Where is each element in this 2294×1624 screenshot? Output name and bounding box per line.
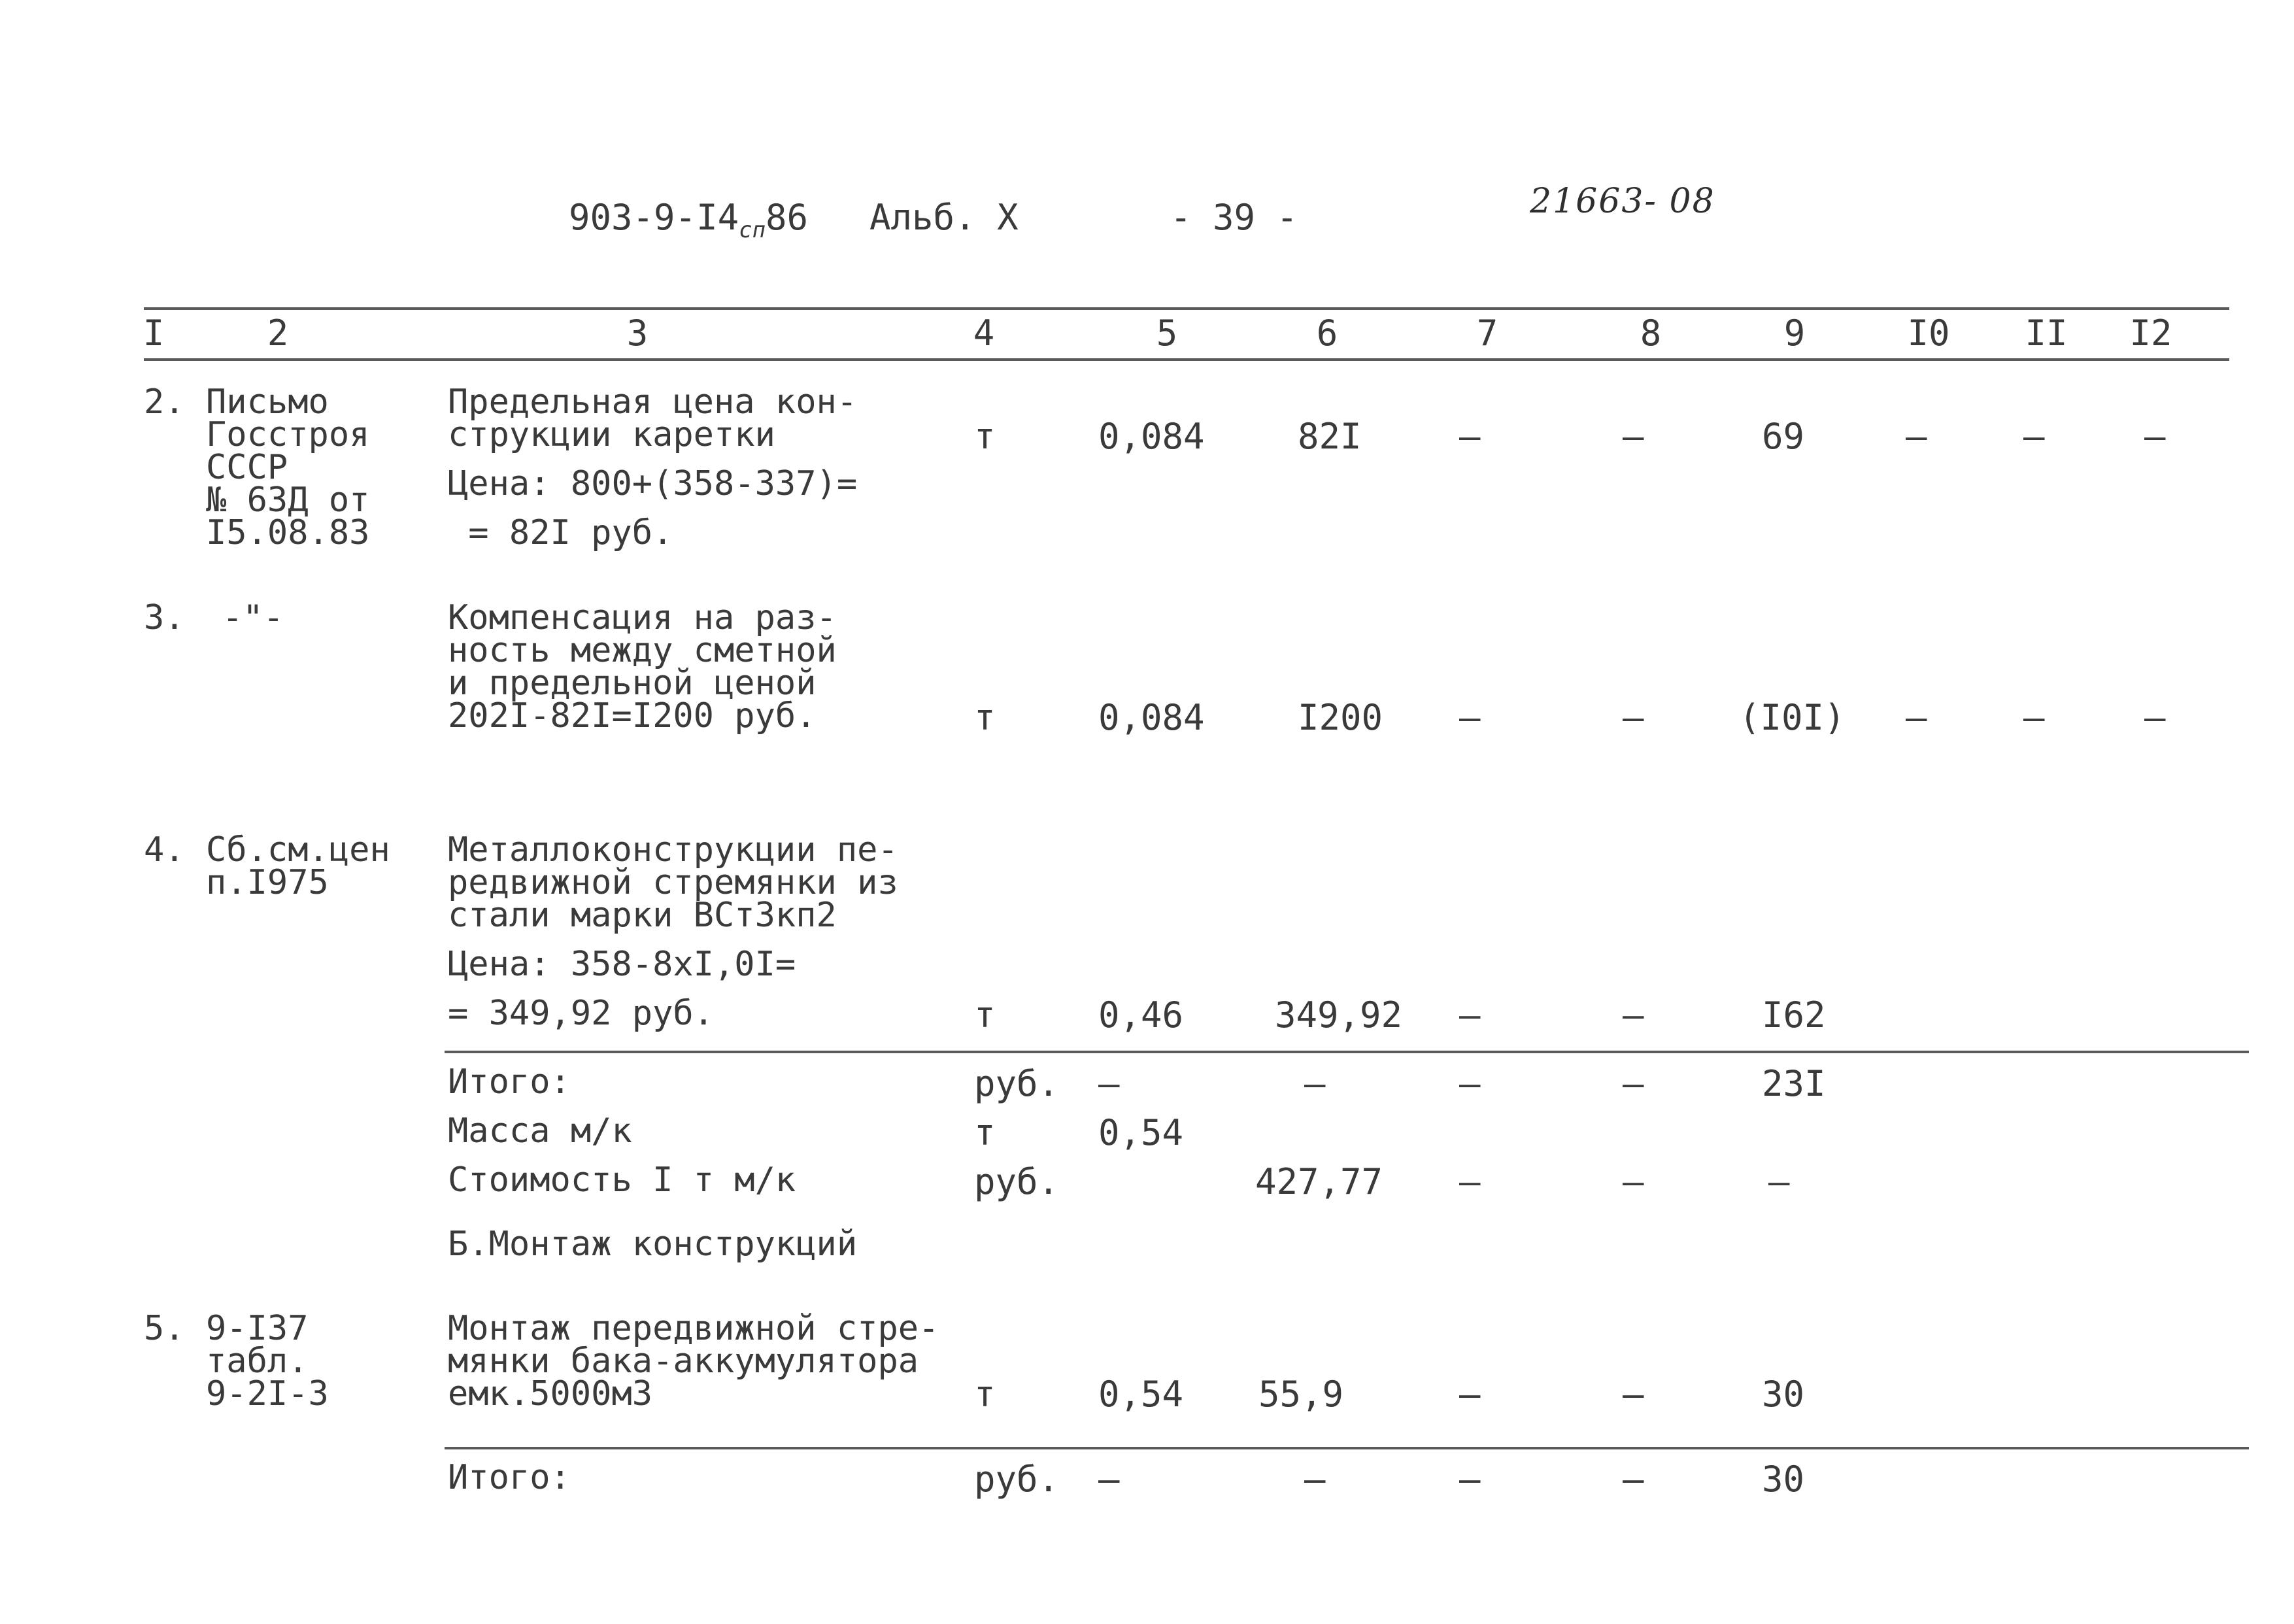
col-12: I2 — [2129, 313, 2172, 354]
row-3-c12: – — [2144, 697, 2166, 738]
col-6: 6 — [1316, 313, 1338, 354]
totals-1-price: – — [1304, 1063, 1326, 1104]
totals-2-price: – — [1304, 1459, 1326, 1500]
row-4-desc-line: = 349,92 руб. — [448, 994, 714, 1033]
row-4-desc-line: стали марки ВСт3кп2 — [448, 896, 837, 935]
row-3-num: 3. — [144, 598, 185, 637]
totals-2-c9: 30 — [1762, 1459, 1805, 1500]
row-5-source-line: 9-I37 — [206, 1309, 309, 1348]
row-2-unit: т — [974, 416, 996, 457]
row-5-desc-line: мянки бака-аккумулятора — [448, 1342, 919, 1381]
totals-1-qty: – — [1098, 1063, 1120, 1104]
totals-2-c8: – — [1623, 1459, 1644, 1500]
row-3-unit: т — [974, 697, 996, 738]
row-5-num: 5. — [144, 1309, 185, 1348]
col-7: 7 — [1476, 313, 1498, 354]
row-2-price: 82I — [1298, 416, 1362, 457]
row-4-desc-line: Цена: 358-8хI,0I= — [448, 945, 796, 984]
row-4-unit: т — [974, 994, 996, 1036]
col-5: 5 — [1156, 313, 1178, 354]
row-4-c7: – — [1459, 994, 1481, 1036]
doc-code: $903-9-I4_{сп}86$ — [569, 197, 809, 243]
row-5-source-line: табл. — [206, 1342, 309, 1381]
totals-rule-2 — [445, 1447, 2249, 1449]
col-2: 2 — [267, 313, 289, 354]
row-4-c9: I62 — [1762, 994, 1826, 1036]
totals-1-c7: – — [1459, 1063, 1481, 1104]
row-2-c11: – — [2023, 416, 2045, 457]
cost-unit: руб. — [974, 1161, 1060, 1202]
row-2-source-line: № 63Д от — [206, 481, 370, 520]
row-2-qty: 0,084 — [1098, 416, 1205, 457]
header-rule-top — [144, 307, 2229, 310]
row-4-desc-line: Металлоконструкции пе- — [448, 830, 898, 870]
row-4-num: 4. — [144, 830, 185, 870]
totals-1-c8: – — [1623, 1063, 1644, 1104]
row-2-c9: 69 — [1762, 416, 1805, 457]
row-5-unit: т — [974, 1374, 996, 1415]
col-4: 4 — [973, 313, 995, 354]
row-2-source-line: СССР — [206, 448, 288, 487]
row-2-c7: – — [1459, 416, 1481, 457]
section-b-heading: Б.Монтаж конструкций — [448, 1225, 858, 1264]
row-5-price: 55,9 — [1258, 1374, 1344, 1415]
row-3-desc-line: и предельной ценой — [448, 664, 817, 703]
header-rule-bottom — [144, 358, 2229, 361]
row-5-c9: 30 — [1762, 1374, 1805, 1415]
col-1: I — [143, 313, 165, 354]
row-2-desc-line: Предельная цена кон- — [448, 382, 858, 422]
row-2-desc-line: струкции каретки — [448, 415, 775, 454]
cost-label: Стоимость I т м/к — [448, 1160, 796, 1200]
totals-2-label: Итого: — [448, 1458, 571, 1497]
row-3-c10: – — [1906, 697, 1927, 738]
row-4-price: 349,92 — [1275, 994, 1403, 1036]
col-9: 9 — [1783, 313, 1806, 354]
row-3-c7: – — [1459, 697, 1481, 738]
handwritten-id: 21663- 08 — [1530, 182, 1715, 221]
row-5-c8: – — [1623, 1374, 1644, 1415]
totals-1-label: Итого: — [448, 1062, 571, 1102]
totals-1-unit: руб. — [974, 1063, 1060, 1104]
totals-1-c9: 23I — [1762, 1063, 1826, 1104]
album-label: Альб. Х — [869, 197, 1019, 238]
row-4-c8: – — [1623, 994, 1644, 1036]
page-number: - 39 - — [1170, 197, 1298, 238]
row-2-desc-line: = 82I руб. — [448, 513, 673, 552]
col-3: 3 — [626, 313, 649, 354]
mass-qty: 0,54 — [1098, 1112, 1184, 1153]
cost-price: 427,77 — [1255, 1161, 1383, 1202]
row-5-desc-line: емк.5000м3 — [448, 1374, 653, 1413]
row-3-desc-line: ность между сметной — [448, 631, 837, 670]
row-3-qty: 0,084 — [1098, 697, 1205, 738]
row-4-source-line: п.I975 — [206, 863, 329, 902]
row-2-source-line: I5.08.83 — [206, 513, 370, 552]
row-2-num: 2. — [144, 382, 185, 422]
row-3-c11: – — [2023, 697, 2045, 738]
cost-c7: – — [1459, 1161, 1481, 1202]
row-2-desc-line: Цена: 800+(358-337)= — [448, 464, 858, 503]
row-2-source-line: Госстроя — [206, 415, 370, 454]
totals-rule-1 — [445, 1051, 2249, 1053]
row-3-source-line: -"- — [222, 598, 284, 637]
row-5-desc-line: Монтаж передвижной стре- — [448, 1309, 939, 1348]
row-3-c9: (I0I) — [1739, 697, 1846, 738]
col-11: II — [2025, 313, 2068, 354]
row-4-qty: 0,46 — [1098, 994, 1184, 1036]
row-5-source-line: 9-2I-3 — [206, 1374, 329, 1413]
row-2-c12: – — [2144, 416, 2166, 457]
row-2-c10: – — [1906, 416, 1927, 457]
cost-c9: – — [1768, 1161, 1790, 1202]
col-10: I0 — [1907, 313, 1950, 354]
row-5-qty: 0,54 — [1098, 1374, 1184, 1415]
row-4-source-line: Сб.см.цен — [206, 830, 390, 870]
row-2-source-line: Письмо — [206, 382, 329, 422]
row-5-c7: – — [1459, 1374, 1481, 1415]
totals-2-unit: руб. — [974, 1459, 1060, 1500]
row-4-desc-line: редвижной стремянки из — [448, 863, 898, 902]
cost-c8: – — [1623, 1161, 1644, 1202]
row-2-c8: – — [1623, 416, 1644, 457]
row-3-price: I200 — [1298, 697, 1383, 738]
mass-unit: т — [974, 1112, 996, 1153]
col-8: 8 — [1640, 313, 1662, 354]
totals-2-qty: – — [1098, 1459, 1120, 1500]
row-3-desc-line: 202I-82I=I200 руб. — [448, 696, 817, 736]
row-3-desc-line: Компенсация на раз- — [448, 598, 837, 637]
totals-2-c7: – — [1459, 1459, 1481, 1500]
row-3-c8: – — [1623, 697, 1644, 738]
mass-label: Масса м/к — [448, 1111, 632, 1151]
